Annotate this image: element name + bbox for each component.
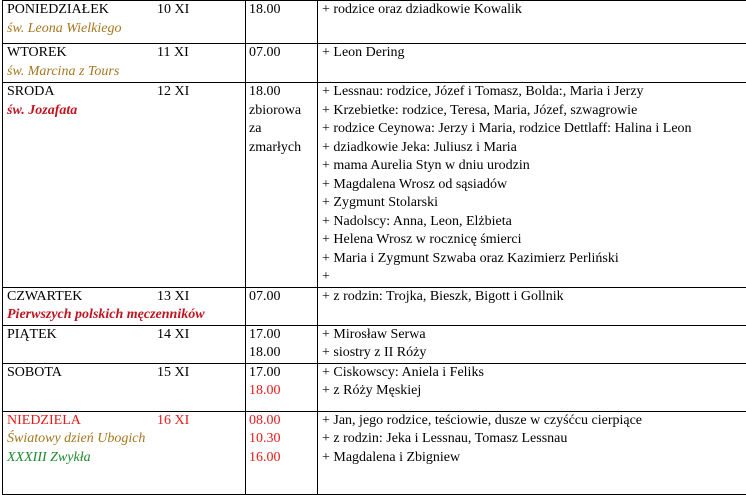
day-header: [7, 288, 245, 307]
intentions-cell: [318, 287, 746, 325]
day-name: SOBOTA: [7, 364, 157, 383]
intention-item: + Helena Wrosz w rocznicę śmierci: [322, 231, 746, 250]
mass-time: 08.00: [249, 412, 317, 431]
table-row: [3, 287, 746, 325]
time-cell: [246, 1, 318, 44]
intention-item: + z rodzin: Jeka i Lessnau, Tomasz Lessnau: [322, 430, 746, 449]
mass-time: 18.00: [249, 382, 317, 401]
mass-time: 18.00: [249, 1, 317, 20]
saint-name: Pierwszych polskich męczenników: [7, 306, 245, 325]
mass-time: 17.00: [249, 326, 317, 345]
intention-item: + z Róży Męskiej: [322, 382, 746, 401]
intention-item: + Ciskowscy: Aniela i Feliks: [322, 364, 746, 383]
intention-item: + Lessnau: rodzice, Józef i Tomasz, Bolda:, Maria i Jerzy: [322, 83, 746, 102]
intentions-cell: [318, 1, 746, 44]
day-cell: [3, 325, 246, 363]
table-row: [3, 411, 746, 494]
mass-time: za: [249, 120, 317, 139]
mass-time: zbiorowa: [249, 102, 317, 121]
day-date: 14 XI: [157, 326, 189, 345]
day-header: [7, 1, 245, 20]
day-date: 11 XI: [157, 44, 189, 63]
saint-name: św. Marcina z Tours: [7, 63, 245, 82]
intention-item: + Jan, jego rodzice, teściowie, dusze w czyśćcu cierpiące: [322, 412, 746, 431]
time-cell: [246, 83, 318, 288]
time-cell: [246, 44, 318, 83]
day-cell: [3, 44, 246, 83]
day-header: [7, 83, 245, 102]
intention-item: + Nadolscy: Anna, Leon, Elżbieta: [322, 213, 746, 232]
intention-item: + Magdalena i Zbigniew: [322, 449, 746, 468]
intention-item: + Leon Dering: [322, 44, 746, 63]
day-name: WTOREK: [7, 44, 157, 63]
mass-time: 16.00: [249, 449, 317, 468]
mass-time: 07.00: [249, 288, 317, 307]
intentions-cell: [318, 411, 746, 494]
intentions-cell: [318, 83, 746, 288]
table-row: [3, 1, 746, 44]
intention-item: + Krzebietke: rodzice, Teresa, Maria, Józef, szwagrowie: [322, 102, 746, 121]
day-date: 16 XI: [157, 412, 189, 431]
table-row: [3, 325, 746, 363]
mass-time: 17.00: [249, 364, 317, 383]
intentions-cell: [318, 325, 746, 363]
mass-intentions-table: [2, 0, 746, 495]
day-name: NIEDZIELA: [7, 412, 157, 431]
day-cell: [3, 83, 246, 288]
intention-item: + rodzice Ceynowa: Jerzy i Maria, rodzice Dettlaff: Halina i Leon: [322, 120, 746, 139]
time-cell: [246, 363, 318, 411]
saint-name: Światowy dzień Ubogich: [7, 430, 245, 449]
saint-name: św. Jozafata: [7, 102, 245, 121]
intention-item: + rodzice oraz dziadkowie Kowalik: [322, 1, 746, 20]
day-name: CZWARTEK: [7, 288, 157, 307]
day-cell: [3, 363, 246, 411]
intentions-cell: [318, 363, 746, 411]
day-header: [7, 44, 245, 63]
table-row: [3, 363, 746, 411]
table-row: [3, 44, 746, 83]
saint-name: św. Leona Wielkiego: [7, 20, 245, 39]
day-name: SRODA: [7, 83, 157, 102]
intention-item: +: [322, 268, 746, 287]
intention-item: + z rodzin: Trojka, Bieszk, Bigott i Gollnik: [322, 288, 746, 307]
intention-item: + Mirosław Serwa: [322, 326, 746, 345]
saint-name: XXXIII Zwykła: [7, 449, 245, 468]
intention-item: + Magdalena Wrosz od sąsiadów: [322, 176, 746, 195]
day-cell: [3, 287, 246, 325]
day-cell: [3, 411, 246, 494]
time-cell: [246, 411, 318, 494]
day-date: 12 XI: [157, 83, 189, 102]
day-cell: [3, 1, 246, 44]
day-header: [7, 326, 245, 345]
day-header: [7, 412, 245, 431]
intention-item: + siostry z II Róży: [322, 344, 746, 363]
day-date: 13 XI: [157, 288, 189, 307]
mass-time: zmarłych: [249, 139, 317, 158]
intention-item: + mama Aurelia Styn w dniu urodzin: [322, 157, 746, 176]
time-cell: [246, 287, 318, 325]
intention-item: + Maria i Zygmunt Szwaba oraz Kazimierz Perliński: [322, 250, 746, 269]
day-header: [7, 364, 245, 383]
mass-time: 07.00: [249, 44, 317, 63]
time-cell: [246, 325, 318, 363]
day-date: 15 XI: [157, 364, 189, 383]
intention-item: + dziadkowie Jeka: Juliusz i Maria: [322, 139, 746, 158]
table-body: [3, 1, 746, 495]
table-row: [3, 83, 746, 288]
day-name: PONIEDZIAŁEK: [7, 1, 157, 20]
intention-item: + Zygmunt Stolarski: [322, 194, 746, 213]
day-date: 10 XI: [157, 1, 189, 20]
mass-time: 18.00: [249, 344, 317, 363]
mass-time: 18.00: [249, 83, 317, 102]
mass-time: 10.30: [249, 430, 317, 449]
day-name: PIĄTEK: [7, 326, 157, 345]
intentions-cell: [318, 44, 746, 83]
